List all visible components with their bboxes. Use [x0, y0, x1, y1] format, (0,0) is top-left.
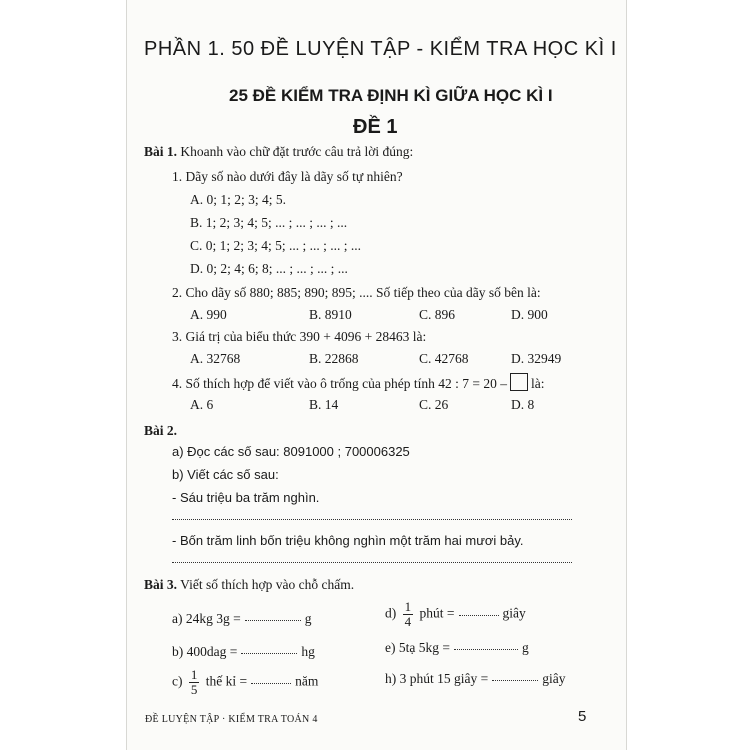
- q4-option-b: B. 14: [309, 397, 339, 412]
- bai3-c-text: thế kỉ =: [205, 673, 248, 689]
- bai3-d-unit: giây: [502, 605, 526, 621]
- q4-question-line: [172, 373, 544, 392]
- q3-question: 3. Giá trị của biểu thức 390 + 4096 + 28463 là:: [172, 329, 427, 344]
- part-title: PHẦN 1. 50 ĐỀ LUYỆN TẬP - KIỂM TRA HỌC KÌ I: [144, 38, 617, 60]
- fraction-denominator: 5: [190, 682, 198, 697]
- bai3-b-label: b) 400dag =: [172, 644, 238, 659]
- bai3-line: [144, 577, 354, 593]
- q2-option-b: B. 8910: [309, 307, 352, 322]
- exam-title: 25 ĐỀ KIỂM TRA ĐỊNH KÌ GIỮA HỌC KÌ I: [229, 86, 553, 105]
- answer-blank: [241, 653, 297, 654]
- q4-question: 4. Số thích hợp để viết vào ô trống của phép tính 42 : 7 = 20 –: [172, 376, 507, 391]
- bai3-instruction: Viết số thích hợp vào chỗ chấm.: [180, 577, 355, 592]
- bai2-part-a: a) Đọc các số sau: 8091000 ; 700006325: [172, 444, 410, 459]
- q1-question: 1. Dãy số nào dưới đây là dãy số tự nhiên?: [172, 169, 403, 184]
- bai3-e-unit: g: [521, 640, 529, 655]
- bai3-item-a: [172, 611, 311, 627]
- bai2-item-2: - Bốn trăm linh bốn triệu không nghìn một trăm hai mươi bảy.: [172, 533, 524, 548]
- q2-option-d: D. 900: [511, 307, 548, 322]
- bai3-c-label: c): [172, 673, 183, 689]
- bai3-b-unit: hg: [301, 644, 315, 659]
- bai3-item-h: [385, 671, 565, 687]
- q3-option-c: C. 42768: [419, 351, 469, 366]
- page-number: 5: [578, 708, 587, 725]
- q1-option-d: D. 0; 2; 4; 6; 8; ... ; ... ; ... ; ...: [190, 261, 348, 276]
- q4-option-d: D. 8: [511, 397, 535, 412]
- exam-number: ĐỀ 1: [353, 116, 398, 138]
- fraction-denominator: 4: [404, 614, 412, 629]
- bai3-c-unit: năm: [295, 673, 319, 689]
- bai2-item-1: - Sáu triệu ba trăm nghìn.: [172, 490, 320, 505]
- bai3-e-label: e) 5tạ 5kg =: [385, 640, 450, 655]
- bai3-a-label: a) 24kg 3g =: [172, 611, 241, 626]
- bai3-h-unit: giây: [542, 671, 566, 686]
- fraction-numerator: 1: [404, 599, 412, 614]
- fraction-numerator: 1: [190, 667, 198, 682]
- q2-option-a: A. 990: [190, 307, 227, 322]
- q2-question: 2. Cho dãy số 880; 885; 890; 895; .... Số tiếp theo của dãy số bên là:: [172, 285, 541, 300]
- bai3-item-d: [385, 600, 526, 629]
- bai1-line: [144, 144, 413, 160]
- q1-option-a: A. 0; 1; 2; 3; 4; 5.: [190, 192, 287, 207]
- answer-box: [510, 373, 528, 391]
- answer-line-2: [172, 562, 572, 563]
- bai3-d-label: d): [385, 605, 397, 621]
- bai1-instruction: Khoanh vào chữ đặt trước câu trả lời đúng:: [180, 144, 414, 159]
- fraction: [189, 668, 200, 697]
- bai3-item-b: [172, 644, 315, 660]
- bai3-heading: Bài 3.: [144, 577, 178, 592]
- answer-blank: [459, 615, 499, 616]
- bai3-item-c: [172, 668, 318, 697]
- q1-option-c: C. 0; 1; 2; 3; 4; 5; ... ; ... ; ... ; ...: [190, 238, 362, 253]
- q3-option-a: A. 32768: [190, 351, 241, 366]
- answer-line-1: [172, 519, 572, 520]
- q3-option-d: D. 32949: [511, 351, 562, 366]
- bai3-d-text: phút =: [419, 605, 455, 621]
- q4-option-c: C. 26: [419, 397, 449, 412]
- answer-blank: [454, 649, 518, 650]
- q4-option-a: A. 6: [190, 397, 214, 412]
- bai2-part-b: b) Viết các số sau:: [172, 467, 279, 482]
- q1-option-b: B. 1; 2; 3; 4; 5; ... ; ... ; ... ; ...: [190, 215, 348, 230]
- q3-option-b: B. 22868: [309, 351, 359, 366]
- bai2-heading: Bài 2.: [144, 423, 178, 438]
- answer-blank: [492, 680, 538, 681]
- answer-blank: [245, 620, 301, 621]
- bai3-item-e: [385, 640, 529, 656]
- answer-blank: [251, 683, 291, 684]
- fraction: [403, 600, 414, 629]
- bai3-a-unit: g: [304, 611, 312, 626]
- bai3-h-label: h) 3 phút 15 giây =: [385, 671, 489, 686]
- q2-option-c: C. 896: [419, 307, 456, 322]
- q4-question-end: là:: [530, 376, 545, 391]
- bai1-heading: Bài 1.: [144, 144, 178, 159]
- footer-book-title: ĐỀ LUYỆN TẬP · KIỂM TRA TOÁN 4: [145, 714, 318, 725]
